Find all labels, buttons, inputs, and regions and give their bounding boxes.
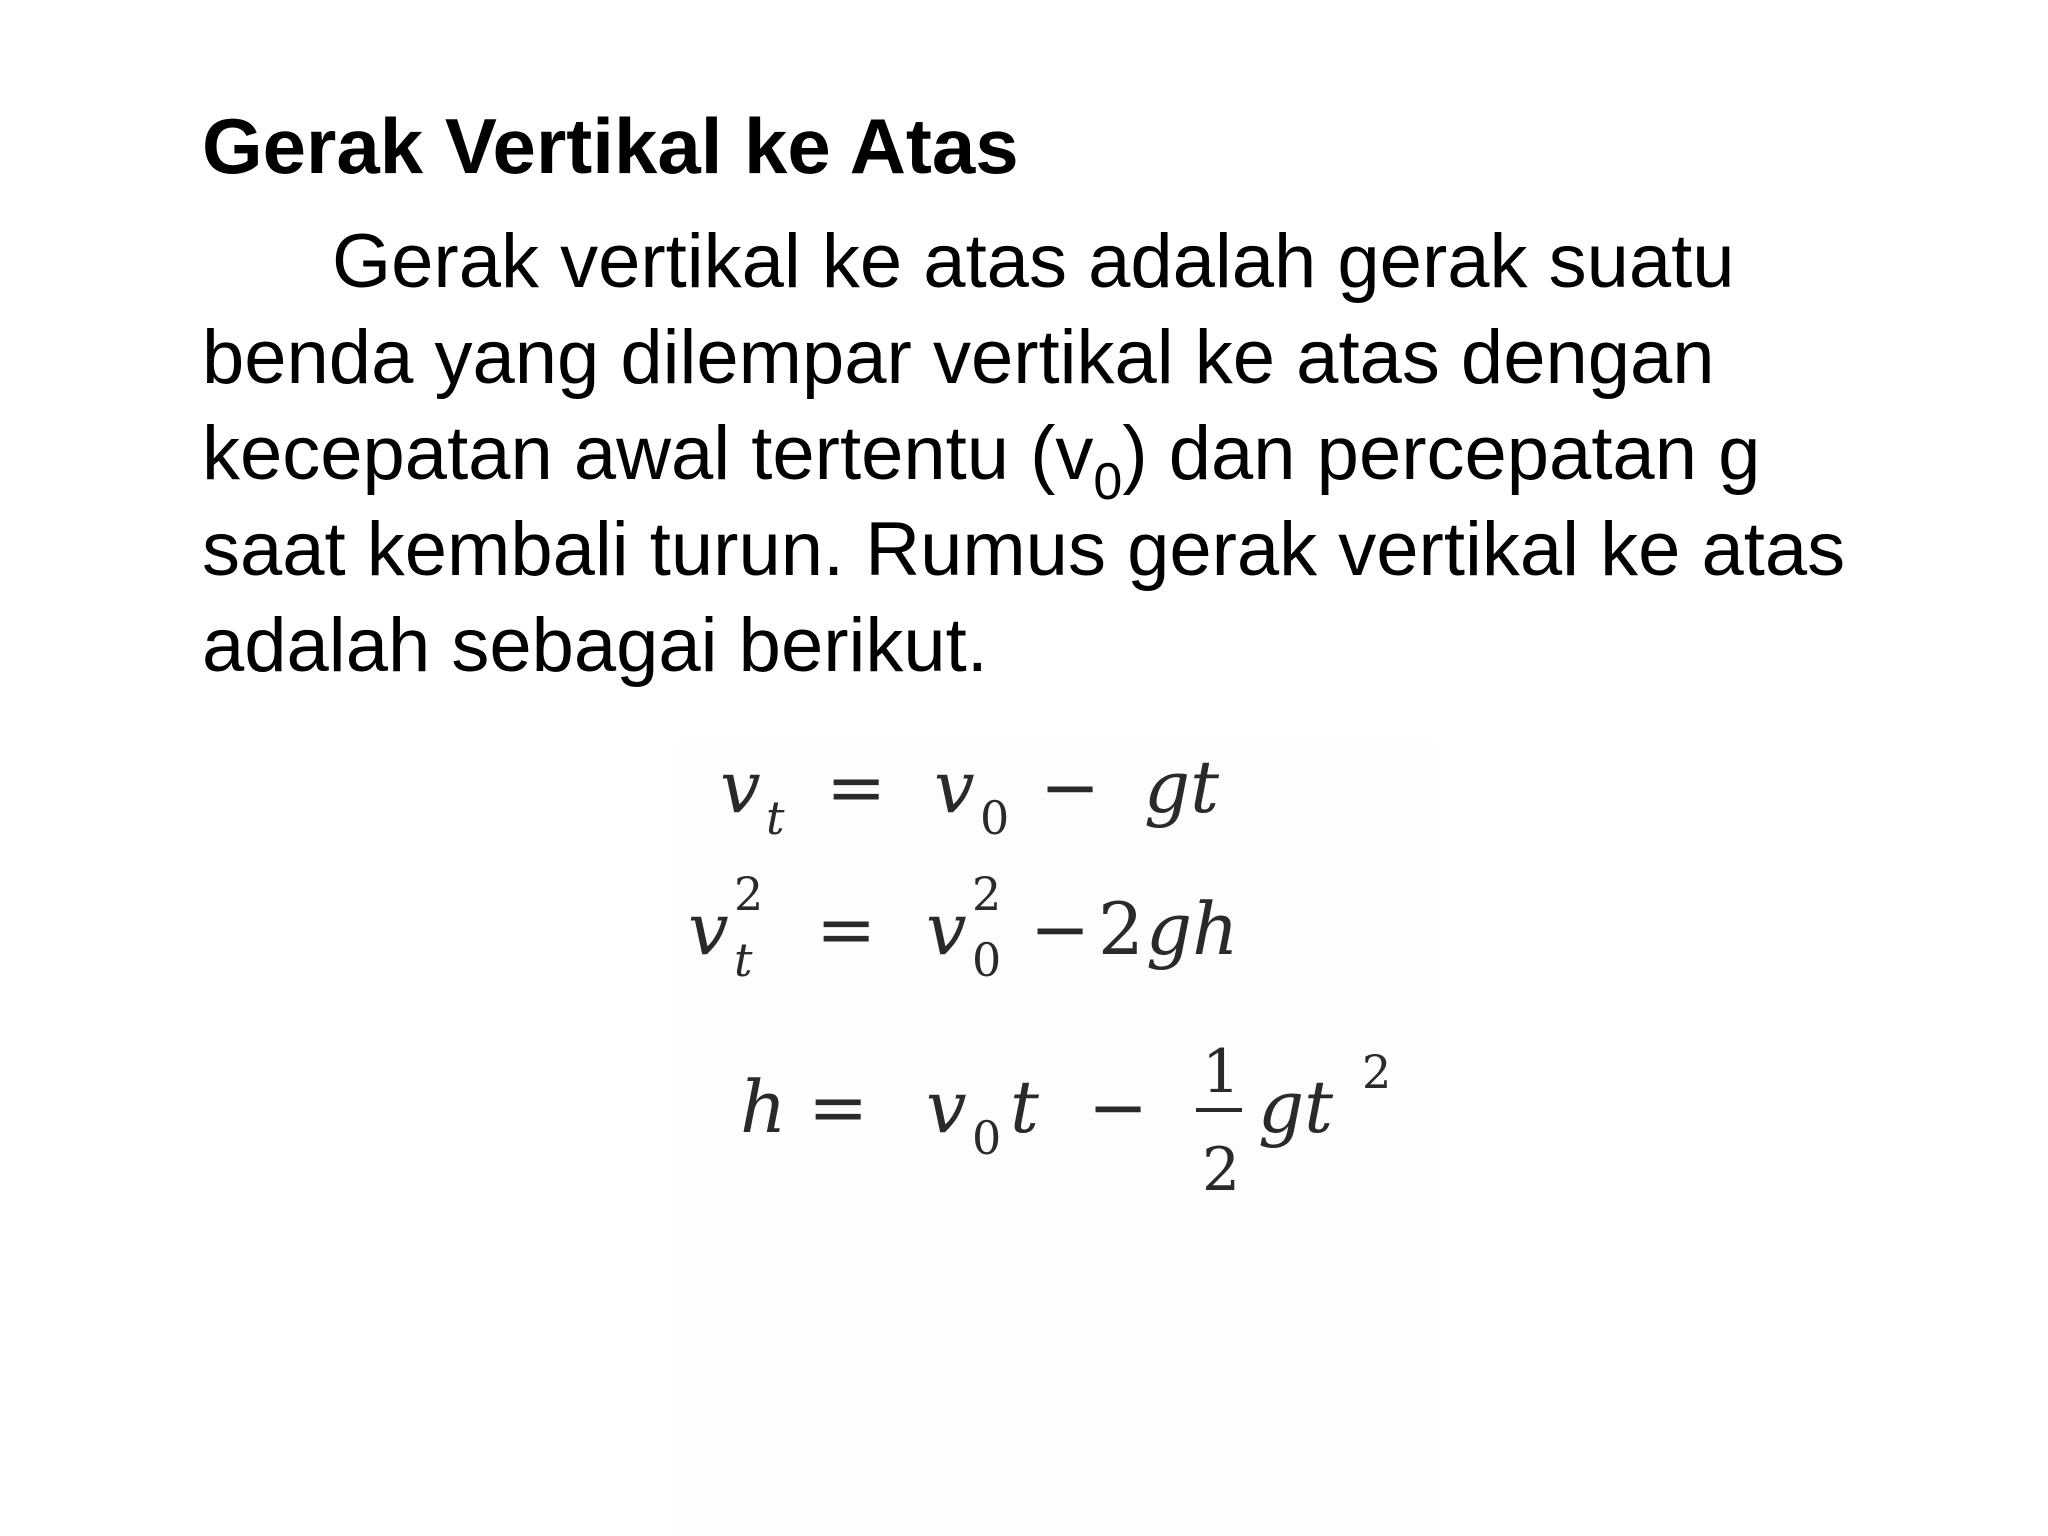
svg-text:=: = xyxy=(808,1065,869,1149)
svg-text:−: − xyxy=(1040,745,1101,829)
svg-text:−: − xyxy=(1088,1065,1149,1149)
svg-text:h: h xyxy=(740,1065,787,1149)
svg-text:v: v xyxy=(688,887,729,971)
svg-text:gt: gt xyxy=(1144,745,1220,829)
svg-text:v: v xyxy=(720,745,761,829)
formula-height xyxy=(740,1037,1391,1205)
paragraph-line-5: adalah sebagai berikut. xyxy=(202,603,988,688)
svg-text:2: 2 xyxy=(734,867,764,921)
paragraph-line-1: Gerak vertikal ke atas adalah gerak suatu xyxy=(332,219,1735,304)
subscript-zero: 0 xyxy=(1093,453,1123,511)
svg-text:v: v xyxy=(926,1065,967,1149)
svg-text:v: v xyxy=(926,887,967,971)
formula-image xyxy=(676,742,1436,1222)
formula-velocity xyxy=(720,745,1220,845)
svg-text:−: − xyxy=(1030,887,1091,971)
svg-text:gh: gh xyxy=(1146,887,1239,971)
svg-text:0: 0 xyxy=(980,791,1010,845)
svg-text:2: 2 xyxy=(972,867,1002,921)
svg-text:2: 2 xyxy=(1202,1135,1241,1205)
slide-title: Gerak Vertikal ke Atas xyxy=(202,102,1019,190)
svg-text:2: 2 xyxy=(1098,887,1144,971)
svg-text:1: 1 xyxy=(1202,1037,1241,1107)
svg-text:t: t xyxy=(734,933,753,987)
svg-text:2: 2 xyxy=(1362,1045,1392,1099)
svg-text:0: 0 xyxy=(972,933,1002,987)
slide-paragraph xyxy=(202,214,2002,694)
svg-text:0: 0 xyxy=(972,1111,1002,1165)
paragraph-line-2: benda yang dilempar vertikal ke atas dengan xyxy=(202,315,1715,400)
svg-text:v: v xyxy=(934,745,975,829)
svg-text:t: t xyxy=(766,791,785,845)
svg-text:=: = xyxy=(826,745,887,829)
svg-text:gt: gt xyxy=(1258,1065,1334,1149)
paragraph-line-3: kecepatan awal tertentu $(v_0)$ dan percepatan g xyxy=(202,411,1761,511)
formula-velocity-squared xyxy=(688,867,1238,987)
paragraph-line-4: saat kembali turun. Rumus gerak vertikal ke atas xyxy=(202,507,1846,592)
svg-text:=: = xyxy=(816,887,877,971)
svg-text:t: t xyxy=(1010,1065,1039,1149)
